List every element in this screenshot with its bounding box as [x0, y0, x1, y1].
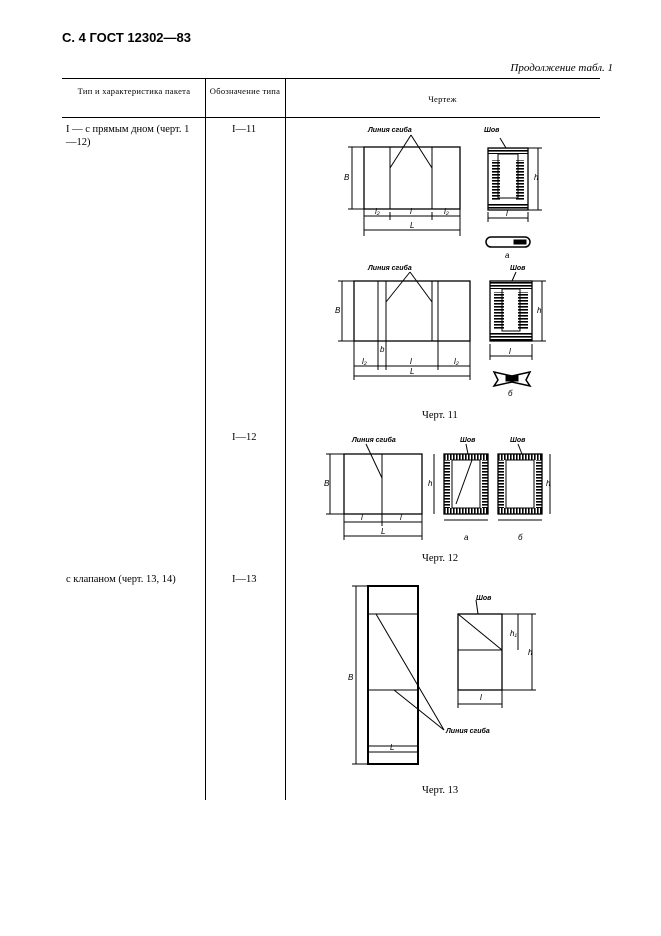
dim-L-13: L — [390, 743, 395, 752]
dim-l-13: l — [480, 693, 482, 702]
view-b-label-12: б — [518, 533, 523, 542]
fig-12b-side-view — [498, 444, 550, 520]
table-continuation-label: Продолжение табл. 1 — [510, 62, 613, 74]
caption-fig-12: Черт. 12 — [422, 553, 459, 564]
fig-11b-front-view — [338, 272, 470, 380]
dim-B-12: B — [324, 479, 330, 488]
dim-h1-13: h₁ — [510, 629, 517, 638]
fig-12-front-view — [326, 444, 422, 540]
dim-l2-right-11b: l₂ — [454, 357, 459, 366]
dim-h-13: h — [528, 648, 533, 657]
fig-11a-fold-line-label: Линия сгиба — [368, 127, 412, 134]
row-3-characteristic: с клапаном (черт. 13, 14) — [66, 574, 176, 585]
fig-11b-fold-line-label: Линия сгиба — [368, 265, 412, 272]
dim-l2-left-11b: l₂ — [362, 357, 367, 366]
section-b-label: б — [508, 389, 513, 398]
fig-12-fold-line-label: Линия сгиба — [352, 437, 396, 444]
row-2-code: I—12 — [232, 432, 257, 443]
dim-h-12b: h — [546, 479, 551, 488]
dim-L-12: L — [381, 527, 386, 536]
column-header-type: Тип и характеристика пакета — [77, 86, 191, 96]
fig-13-side-view — [458, 600, 536, 708]
dim-l-side-11a: l — [506, 209, 508, 218]
view-a-label-12: а — [464, 533, 469, 542]
fig-11a-side-view — [486, 138, 542, 247]
dim-B-11b: B — [335, 306, 341, 315]
caption-fig-11: Черт. 11 — [422, 410, 458, 421]
fig-13-fold-line-label: Линия сгиба — [446, 728, 490, 735]
dim-l2-right-11a: l₂ — [444, 207, 449, 216]
dim-l2-left-11a: l₂ — [375, 207, 380, 216]
fig-13-front-view — [352, 586, 444, 764]
dim-L-11a: L — [410, 221, 415, 230]
row-3-code: I—13 — [232, 574, 257, 585]
section-a-label: а — [505, 251, 510, 260]
dim-h-11b: h — [537, 306, 542, 315]
dim-h-12a: h — [428, 479, 433, 488]
fig-11b-side-view — [490, 272, 546, 386]
dim-L-11b: L — [410, 367, 415, 376]
fig-12a-side-view — [434, 444, 488, 520]
dim-b-11b: b — [380, 345, 385, 354]
dim-l-left-12: l — [361, 513, 363, 522]
dim-l-side-11b: l — [509, 347, 511, 356]
row-1-characteristic: I — с прямым дном (черт. 1—12) — [66, 124, 190, 148]
caption-fig-13: Черт. 13 — [422, 785, 459, 796]
column-header-drawing: Чертеж — [428, 94, 457, 104]
fig-11a-seam-label: Шов — [484, 127, 500, 134]
dim-h-11a: h — [534, 173, 539, 182]
row-1-code: I—11 — [232, 124, 257, 135]
column-header-code: Обозначение типа — [209, 86, 281, 96]
dim-B-13: B — [348, 673, 354, 682]
fig-12a-seam-label: Шов — [460, 437, 476, 444]
dim-l-11b: l — [410, 357, 412, 366]
fig-11a-front-view — [348, 135, 460, 236]
page-header: С. 4 ГОСТ 12302—83 — [62, 30, 191, 45]
fig-12b-seam-label: Шов — [510, 437, 526, 444]
dim-l-right-12: l — [400, 513, 402, 522]
dim-B-11a: B — [344, 173, 350, 182]
fig-13-seam-label: Шов — [476, 595, 492, 602]
dim-l-11a: l — [410, 207, 412, 216]
fig-11b-seam-label: Шов — [510, 265, 526, 272]
